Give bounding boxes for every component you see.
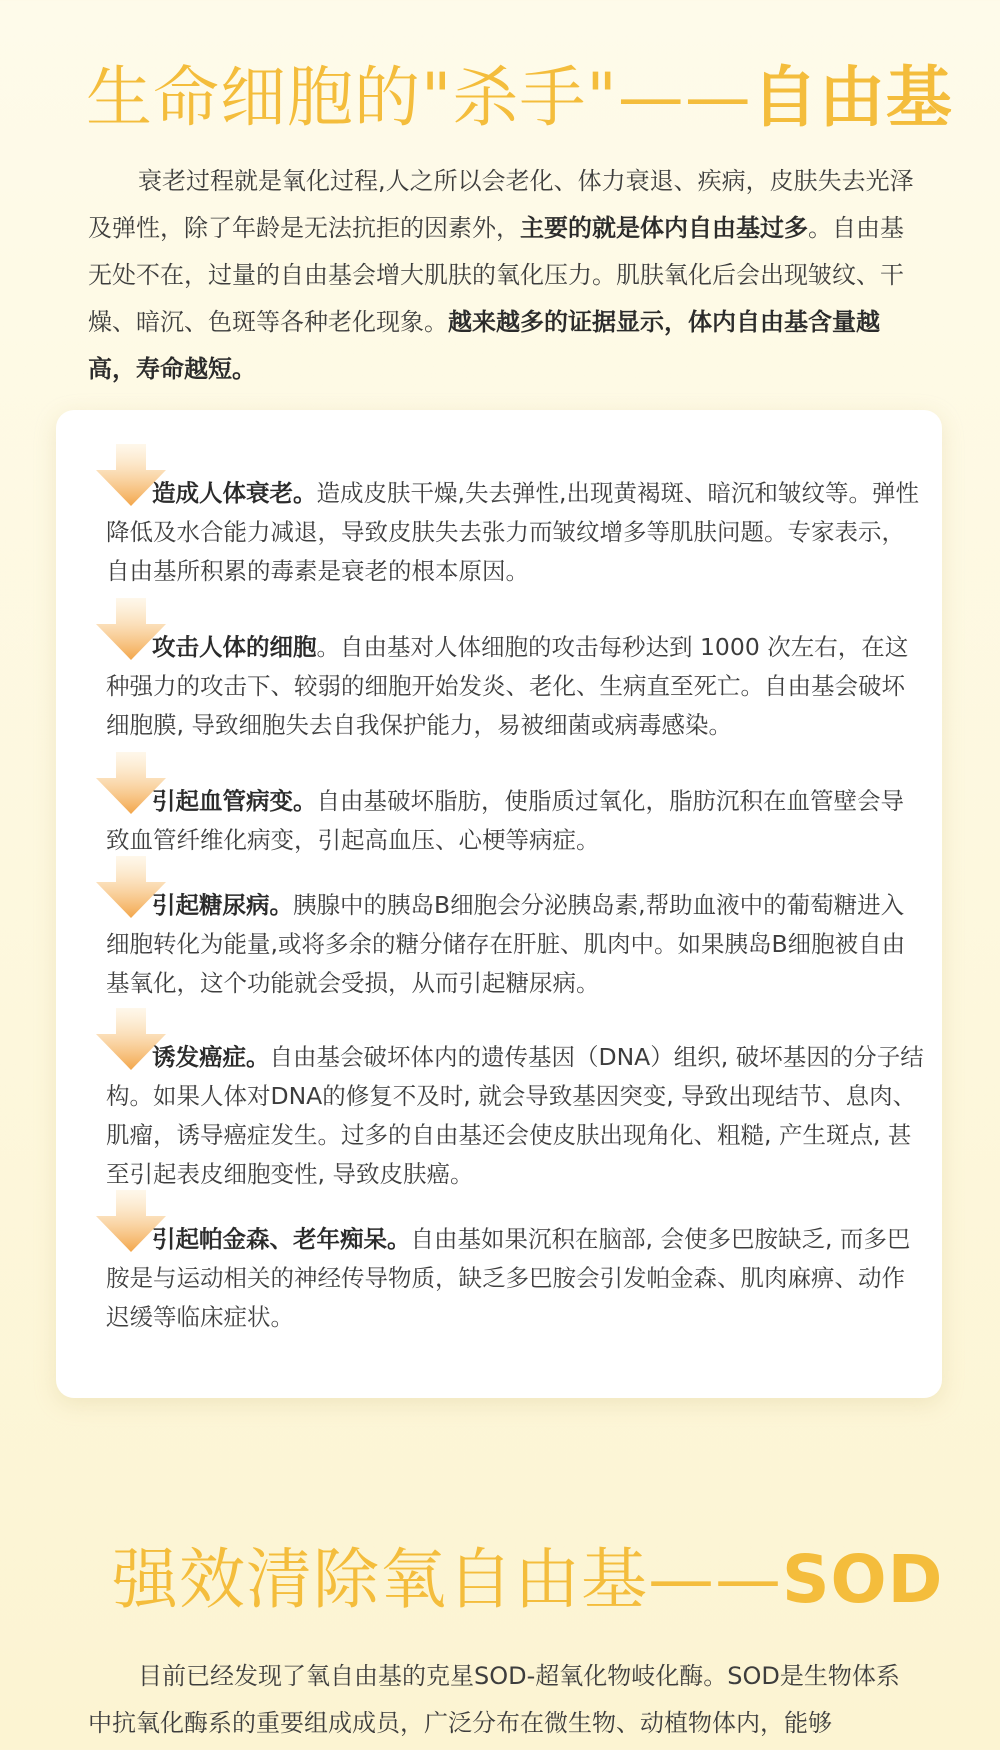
- list-item-cell-attack: [106, 628, 926, 745]
- intro-text-a: 衰老过程就是氧化过程,人之所以会老化、体力衰退、疾病，皮肤失去光泽及弹性，除了年龄是无法抗拒的因素外，: [88, 167, 914, 242]
- sod-text: 目前已经发现了氧自由基的克星SOD-超氧化物岐化酶。SOD是生物体系中抗氧化酶系的重要组成成员，广泛分布在微生物、动植物体内，能够: [88, 1662, 900, 1737]
- intro-paragraph: [88, 158, 918, 393]
- down-arrow-icon: [96, 752, 166, 814]
- item-title: 诱发癌症。: [152, 1043, 270, 1071]
- down-arrow-icon: [96, 856, 166, 918]
- harm-list-card: [56, 410, 942, 1398]
- title-normal: 强效清除氧自由基——: [112, 1541, 782, 1618]
- list-item-parkinson: [106, 1220, 926, 1337]
- list-item-cancer: [106, 1038, 926, 1194]
- item-title: 攻击人体的细胞: [152, 633, 317, 661]
- item-text: 自由基会破坏体内的遗传基因（DNA）组织, 破坏基因的分子结构。如果人体对DNA的修复不及时, 就会导致基因突变, 导致出现结节、息肉、肌瘤，诱导癌症发生。过多的自由基还会使皮肤出现角化、粗糙, 产生斑点, 甚至引起表皮细胞变性, 导致皮肤癌。: [106, 1043, 924, 1188]
- section-title-free-radical: [86, 58, 1000, 138]
- title-normal: 生命细胞的"杀手"——: [86, 59, 752, 136]
- item-title: 引起糖尿病。: [152, 891, 293, 919]
- item-text: 自由基破坏脂肪，使脂质过氧化，脂肪沉积在血管壁会导致血管纤维化病变，引起高血压、心梗等病症。: [106, 787, 904, 854]
- down-arrow-icon: [96, 1190, 166, 1252]
- intro-emphasis-1: 主要的就是体内自由基过多: [520, 214, 808, 242]
- item-title: 引起血管病变。: [152, 787, 317, 815]
- sod-paragraph: [88, 1653, 918, 1747]
- down-arrow-icon: [96, 598, 166, 660]
- item-text: 造成皮肤干燥,失去弹性,出现黄褐斑、暗沉和皱纹等。弹性降低及水合能力减退，导致皮肤失去张力而皱纹增多等肌肤问题。专家表示，自由基所积累的毒素是衰老的根本原因。: [106, 479, 919, 585]
- title-bold: 自由基: [751, 59, 953, 136]
- item-title: 造成人体衰老。: [152, 479, 317, 507]
- item-text: 胰腺中的胰岛B细胞会分泌胰岛素,帮助血液中的葡萄糖进入细胞转化为能量,或将多余的糖分储存在肝脏、肌肉中。如果胰岛B细胞被自由基氧化，这个功能就会受损，从而引起糖尿病。: [106, 891, 906, 997]
- item-text: 自由基如果沉积在脑部, 会使多巴胺缺乏, 而多巴胺是与运动相关的神经传导物质，缺乏多巴胺会引发帕金森、肌肉麻痹、动作迟缓等临床症状。: [106, 1225, 911, 1331]
- intro-text-c: 。自由基无处不在，过量的自由基会增大肌肤的氧化压力。肌肤氧化后会出现皱纹、干燥、暗沉、色斑等各种老化现象。: [88, 214, 904, 336]
- list-item-vascular: [106, 782, 926, 860]
- section-title-sod: [112, 1540, 1000, 1620]
- intro-emphasis-2: 越来越多的证据显示，体内自由基含量越高，寿命越短。: [88, 308, 880, 383]
- down-arrow-icon: [96, 444, 166, 506]
- title-bold: SOD: [782, 1541, 944, 1618]
- list-item-diabetes: [106, 886, 926, 1003]
- list-item-aging: [106, 474, 926, 591]
- item-text: 。自由基对人体细胞的攻击每秒达到 1000 次左右，在这种强力的攻击下、较弱的细胞开始发炎、老化、生病直至死亡。自由基会破坏细胞膜, 导致细胞失去自我保护能力，易被细菌或病毒感染。: [106, 633, 909, 739]
- down-arrow-icon: [96, 1008, 166, 1070]
- item-title: 引起帕金森、老年痴呆。: [152, 1225, 411, 1253]
